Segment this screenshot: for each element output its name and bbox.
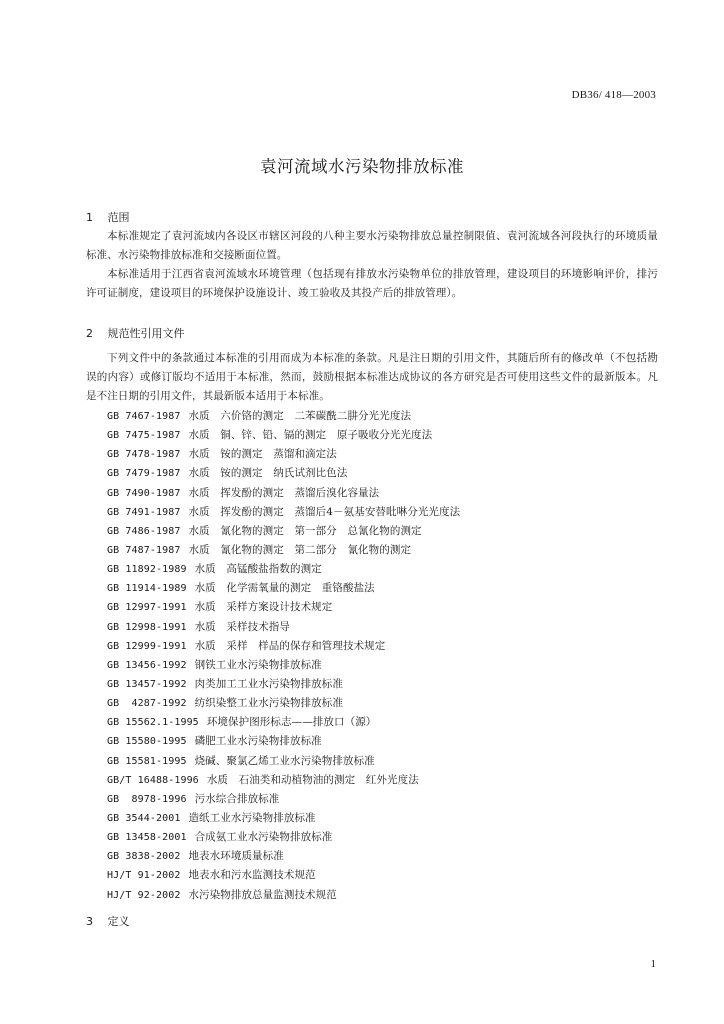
reference-code: GB 4287-1992 [107, 698, 187, 710]
reference-code: GB 7475-1987 [107, 430, 181, 442]
reference-code: GB 12999-1991 [107, 640, 187, 652]
reference-item [107, 771, 460, 790]
reference-title: 环境保护图形标志——排放口（源） [206, 716, 377, 729]
reference-title: 纺织染整工业水污染物排放标准 [194, 697, 343, 710]
reference-title: 烧碱、聚氯乙烯工业水污染物排放标准 [194, 754, 375, 767]
reference-title: 水质 铜、锌、铅、镉的测定 原子吸收分光光度法 [188, 429, 433, 442]
scope-paragraph-2: 本标准适用于江西省袁河流域水环境管理（包括现有排放水污染物单位的排放管理，建设项目的环境影响评价，排污许可证制度，建设项目的环境保护设施设计、竣工验收及其投产后的排放管理）。 [86, 268, 658, 299]
reference-code: GB 7479-1987 [107, 468, 181, 480]
reference-title: 水质 铵的测定 纳氏试剂比色法 [188, 467, 348, 480]
reference-title: 水质 六价铬的测定 二苯碳酰二肼分光光度法 [188, 410, 412, 422]
section-title: 规范性引用文件 [107, 327, 185, 340]
section-title: 范围 [107, 211, 130, 224]
reference-item [107, 637, 460, 656]
reference-title: 磷肥工业水污染物排放标准 [194, 735, 322, 748]
reference-item [107, 426, 460, 445]
reference-item [107, 522, 460, 541]
reference-code: GB 13457-1992 [107, 678, 187, 690]
reference-title: 水质 采样 样品的保存和管理技术规定 [194, 639, 386, 652]
reference-code: GB 7491-1987 [107, 506, 181, 518]
reference-title: 水污染物排放总量监测技术规范 [188, 888, 337, 901]
reference-code: GB 7467-1987 [107, 411, 181, 422]
reference-title: 钢铁工业水污染物排放标准 [194, 658, 322, 671]
reference-item [107, 464, 460, 483]
reference-code: GB 15581-1995 [107, 755, 187, 767]
section-number: 1 [86, 211, 93, 224]
reference-item [107, 790, 460, 809]
section-number: 3 [86, 915, 93, 928]
reference-item [107, 484, 460, 503]
reference-code: HJ/T 91-2002 [107, 870, 181, 882]
reference-item [107, 847, 460, 866]
reference-title: 水质 石油类和动植物油的测定 红外光度法 [206, 773, 419, 786]
reference-code: GB 13456-1992 [107, 659, 187, 671]
reference-title: 水质 采样技术指导 [194, 620, 290, 633]
reference-item [107, 828, 460, 847]
reference-code: GB 8978-1996 [107, 793, 187, 805]
normative-intro-paragraph: 下列文件中的条款通过本标准的引用而成为本标准的条款。凡是注日期的引用文件，其随后所有的修改单（不包括勘误的内容）或修订版均不适用于本标准，然而，鼓励根据本标准达成协议的各方研究是否可使用这些文件的最新版本。凡是不注日期的引用文件，其最新版本适用于本标准。 [86, 352, 658, 402]
reference-title: 水质 采样方案设计技术规定 [194, 601, 333, 614]
reference-item [107, 866, 460, 885]
reference-item [107, 598, 460, 617]
reference-title: 合成氨工业水污染物排放标准 [194, 831, 333, 844]
reference-item [107, 503, 460, 522]
reference-title: 地表水和污水监测技术规范 [188, 869, 316, 882]
document-title: 袁河流域水污染物排放标准 [260, 157, 464, 176]
reference-item [107, 618, 460, 637]
reference-code: GB 15562.1-1995 [107, 717, 199, 729]
reference-title: 肉类加工工业水污染物排放标准 [194, 677, 343, 690]
reference-code: GB 11914-1989 [107, 583, 187, 595]
reference-item [107, 675, 460, 694]
document-code: DB36/ 418—2003 [571, 89, 656, 101]
reference-item [107, 560, 460, 579]
reference-title: 水质 挥发酚的测定 蒸馏后4－氨基安替吡啉分光光度法 [188, 505, 461, 518]
section-title: 定义 [107, 915, 130, 928]
section-heading-definitions [86, 913, 130, 929]
section-heading-scope [86, 209, 130, 225]
reference-code: GB 13458-2001 [107, 832, 187, 844]
reference-code: GB 7490-1987 [107, 487, 181, 499]
reference-code: GB 12998-1991 [107, 621, 187, 633]
reference-title: 水质 氰化物的测定 第二部分 氰化物的测定 [188, 543, 412, 556]
reference-item [107, 656, 460, 675]
page-number: 1 [650, 958, 656, 970]
reference-title: 水质 挥发酚的测定 蒸馏后溴化容量法 [188, 486, 380, 499]
reference-title: 水质 氰化物的测定 第一部分 总氰化物的测定 [188, 524, 422, 537]
reference-code: GB/T 16488-1996 [107, 774, 199, 786]
reference-code: GB 7486-1987 [107, 525, 181, 537]
reference-item [107, 886, 460, 905]
reference-code: GB 7487-1987 [107, 544, 181, 556]
reference-title: 污水综合排放标准 [194, 792, 280, 805]
reference-item [107, 694, 460, 713]
reference-item [107, 579, 460, 598]
reference-item [107, 732, 460, 751]
reference-title: 水质 化学需氧量的测定 重铬酸盐法 [194, 582, 375, 595]
section-heading-normative [86, 325, 185, 341]
reference-title: 地表水环境质量标准 [188, 850, 284, 863]
reference-list [107, 407, 460, 905]
reference-item [107, 445, 460, 464]
reference-code: GB 3838-2002 [107, 851, 181, 863]
reference-code: GB 7478-1987 [107, 449, 181, 461]
reference-item [107, 541, 460, 560]
reference-code: GB 3544-2001 [107, 812, 181, 824]
reference-item [107, 752, 460, 771]
reference-title: 造纸工业水污染物排放标准 [188, 811, 316, 824]
reference-code: GB 12997-1991 [107, 602, 187, 614]
reference-code: GB 11892-1989 [107, 564, 187, 576]
reference-item [107, 713, 460, 732]
reference-title: 水质 铵的测定 蒸馏和滴定法 [188, 448, 337, 461]
section-number: 2 [86, 327, 93, 340]
reference-item [107, 809, 460, 828]
reference-item [107, 407, 460, 426]
reference-code: HJ/T 92-2002 [107, 889, 181, 901]
reference-code: GB 15580-1995 [107, 736, 187, 748]
scope-paragraph-1: 本标准规定了袁河流域内各设区市辖区河段的八种主要水污染物排放总量控制限值、袁河流域各河段执行的环境质量标准、水污染物排放标准和交接断面位置。 [86, 230, 658, 261]
reference-title: 水质 高锰酸盐指数的测定 [194, 563, 322, 576]
